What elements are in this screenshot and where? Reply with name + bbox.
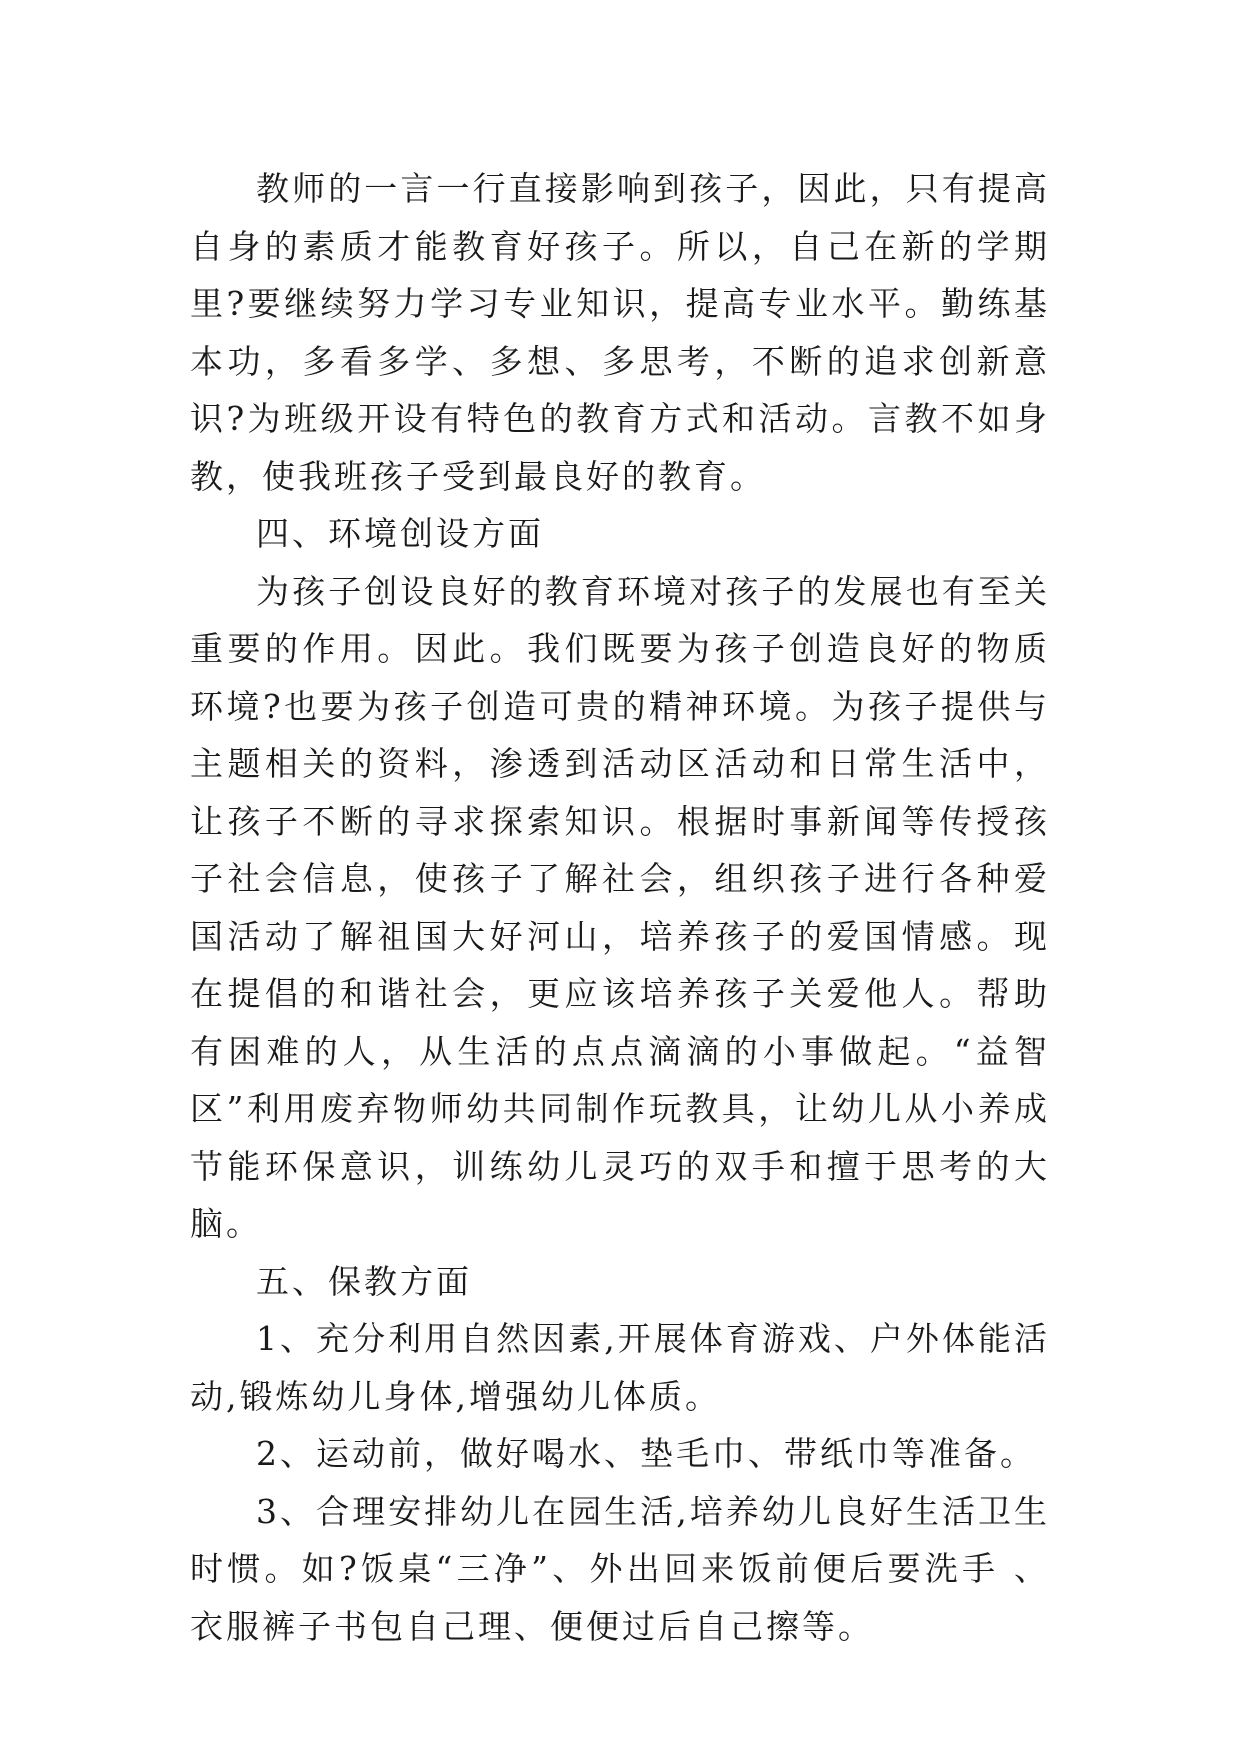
paragraph-care-item-2: 2、运动前，做好喝水、垫毛巾、带纸巾等准备。 (256, 1434, 1036, 1473)
paragraph-care-item-3: 3、合理安排幼儿在园生活,培养幼儿良好生活卫生时惯。如?饭桌“三净”、外出回来饭前便后要洗手 、衣服裤子书包自己理、便便过后自己擦等。 (190, 1491, 1050, 1646)
paragraph-care-item-1: 1、充分利用自然因素,开展体育游戏、户外体能活动,锻炼幼儿身体,增强幼儿体质。 (190, 1319, 1050, 1416)
paragraph-environment: 为孩子创设良好的教育环境对孩子的发展也有至关重要的作用。因此。我们既要为孩子创造良好的物质环境?也要为孩子创造可贵的精神环境。为孩子提供与主题相关的资料，渗透到活动区活动和日常生活中，让孩子不断的寻求探索知识。根据时事新闻等传授孩子社会信息，使孩子了解社会，组织孩子进行各种爱国活动了解祖国大好河山，培养孩子的爱国情感。现在提倡的和谐社会，更应该培养孩子关爱他人。帮助有困难的人，从生活的点点滴滴的小事做起。“益智区”利用废弃物师幼共同制作玩教具，让幼儿从小养成节能环保意识，训练幼儿灵巧的双手和擅于思考的大脑。 (190, 571, 1050, 1243)
document-body (190, 160, 1050, 1655)
section-heading-environment: 四、环境创设方面 (256, 514, 544, 553)
section-heading-care: 五、保教方面 (256, 1261, 472, 1301)
paragraph-teacher-quality: 教师的一言一行直接影响到孩子，因此，只有提高自身的素质才能教育好孩子。所以，自己在新的学期里?要继续努力学习专业知识，提高专业水平。勤练基本功，多看多学、多想、多思考，不断的追求创新意识?为班级开设有特色的教育方式和活动。言教不如身教，使我班孩子受到最良好的教育。 (190, 169, 1050, 496)
